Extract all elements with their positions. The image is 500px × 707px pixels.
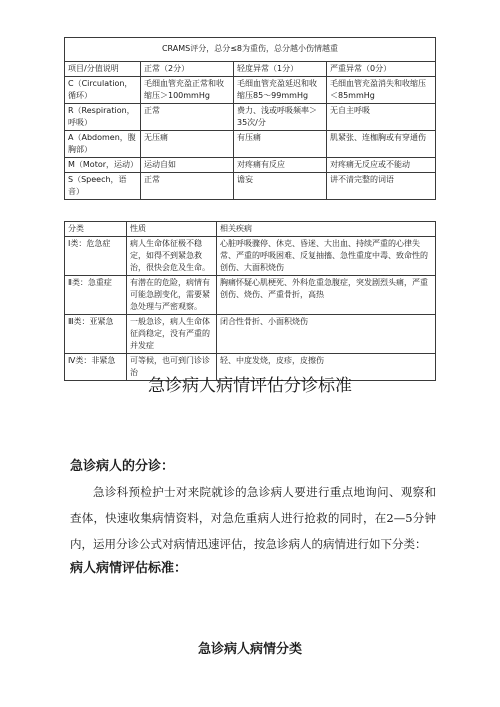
class-nature-cell: 可等候，也可到门诊诊治 [127, 354, 217, 381]
class-header-cell: 分类 [65, 222, 127, 237]
crams-item-cell: R（Respiration，呼吸） [65, 104, 141, 131]
class-disease-cell: 轻、中度发烧，皮疹，皮擦伤 [217, 354, 436, 381]
crams-header-cell: 项目/分值说明 [65, 62, 141, 77]
classification-subtitle: 急诊病人病情分类 [197, 642, 302, 657]
crams-row [65, 104, 436, 131]
crams-cell: 对疼痛有反应 [234, 158, 327, 173]
crams-row [65, 77, 436, 104]
crams-cell: 毛细血管充盈延迟和收缩压85～99mmHg [234, 77, 327, 104]
crams-cell: 谵妄 [234, 173, 327, 200]
crams-cell: 费力、浅或呼吸频率＞35次/分 [234, 104, 327, 131]
crams-cell: 毛细血管充盈正常和收缩压＞100mmHg [141, 77, 234, 104]
crams-cell: 无自主呼吸 [327, 104, 436, 131]
class-disease-cell: 胸痛怀疑心肌梗死、外科危重急腹症，突发剧烈头痛，严重创伤、烧伤、严重骨折，高热 [217, 276, 436, 315]
class-nature-cell: 有潜在的危险，病情有可能急剧变化，需要紧急处理与严密观察。 [127, 276, 217, 315]
section-heading-triage: 急诊病人的分诊： [70, 459, 175, 474]
crams-cell: 正常 [141, 173, 234, 200]
crams-cell: 肌紧张、连枷胸或有穿通伤 [327, 131, 436, 158]
class-category-cell: Ⅲ类：亚紧急 [65, 315, 127, 354]
crams-cell: 有压痛 [234, 131, 327, 158]
crams-header-cell: 轻度异常（1分） [234, 62, 327, 77]
class-header-row [65, 222, 436, 237]
crams-cell: 对疼痛无反应或不能动 [327, 158, 436, 173]
crams-header-cell: 严重异常（0分） [327, 62, 436, 77]
class-header-cell: 性质 [127, 222, 217, 237]
emergency-class-table [64, 221, 436, 381]
intro-paragraph: 急诊科预检护士对来院就诊的急诊病人要进行重点地询问、观察和查体，快速收集病情资料，对急危重病人进行抢救的同时，在2—5分钟内，运用分诊公式对病情迅速评估，按急诊病人的病情进行如下分类： [70, 485, 436, 551]
class-category-cell: Ⅳ类：非紧急 [65, 354, 127, 381]
class-category-cell: Ⅰ类：危急症 [65, 237, 127, 276]
crams-row [65, 131, 436, 158]
crams-score-table [64, 37, 436, 200]
class-row [65, 276, 436, 315]
class-nature-cell: 病人生命体征极不稳定，如得不到紧急救治，很快会危及生命。 [127, 237, 217, 276]
class-category-cell: Ⅱ类：急重症 [65, 276, 127, 315]
crams-cell: 无压痛 [141, 131, 234, 158]
crams-cell: 运动自如 [141, 158, 234, 173]
crams-item-cell: M（Motor，运动） [65, 158, 141, 173]
crams-header-row [65, 62, 436, 77]
crams-table-title: CRAMS评分，总分≤8为重伤，总分越小伤情越重 [65, 38, 436, 62]
crams-header-cell: 正常（2分） [141, 62, 234, 77]
crams-row [65, 173, 436, 200]
class-row [65, 315, 436, 354]
class-disease-cell: 心脏呼吸骤停、休克、昏迷、大出血、持续严重的心律失常、严重的呼吸困难、反复抽搐、急性重度中毒、致命性的创伤、大面积烧伤 [217, 237, 436, 276]
class-disease-cell: 闭合性骨折、小面积烧伤 [217, 315, 436, 354]
class-row [65, 237, 436, 276]
crams-cell: 讲不清完整的词语 [327, 173, 436, 200]
crams-cell: 正常 [141, 104, 234, 131]
crams-row [65, 158, 436, 173]
crams-item-cell: C（Circulation，循环） [65, 77, 141, 104]
crams-cell: 毛细血管充盈消失和收缩压＜85mmHg [327, 77, 436, 104]
section-heading-criteria: 病人病情评估标准： [70, 561, 188, 576]
crams-item-cell: A（Abdomen，腹胸部） [65, 131, 141, 158]
class-header-cell: 相关疾病 [217, 222, 436, 237]
document-title: 急诊病人病情评估分诊标准 [148, 376, 352, 396]
crams-item-cell: S（Speech，语音） [65, 173, 141, 200]
class-nature-cell: 一般急诊，病人生命体征尚稳定，没有严重的并发症 [127, 315, 217, 354]
